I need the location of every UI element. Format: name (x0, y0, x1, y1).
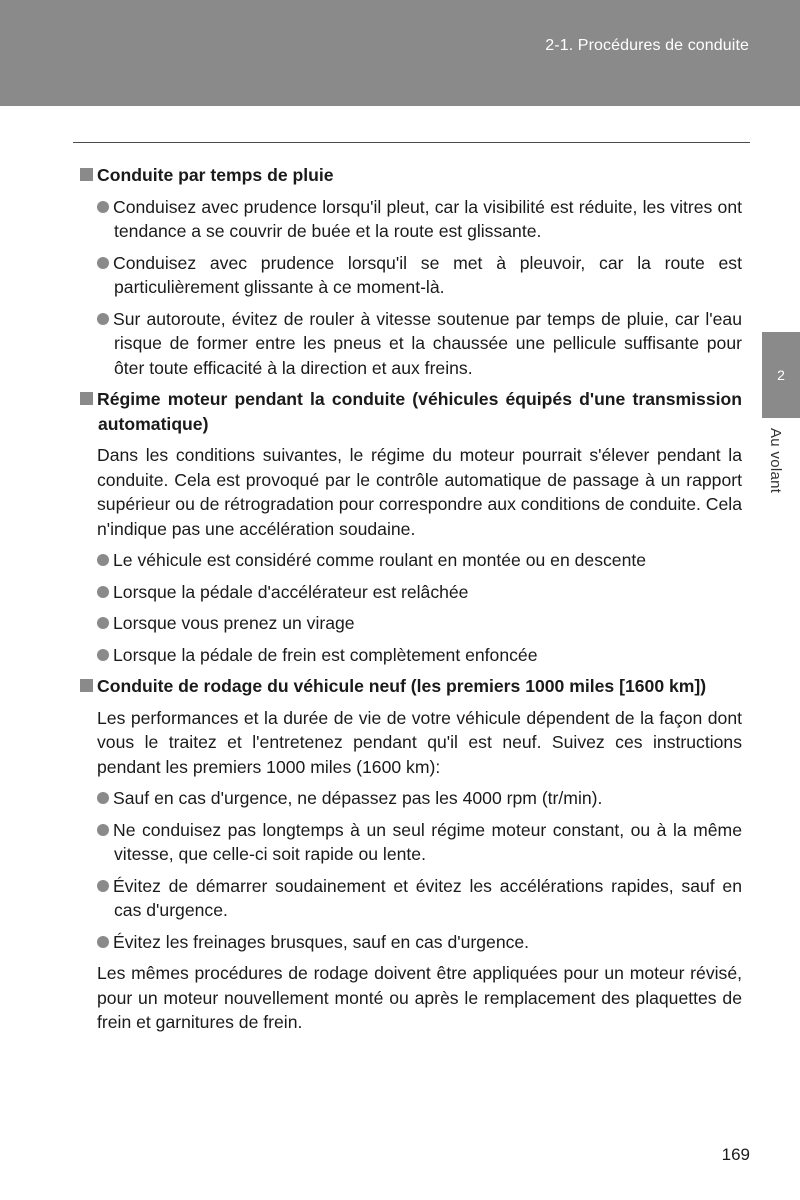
list-item-text: Lorsque la pédale de frein est complètement enfoncée (113, 644, 538, 665)
list-item-text: Sur autoroute, évitez de rouler à vitesse soutenue par temps de pluie, car l'eau risque de former entre les pneus et la chaussée une pellicule suffisante pour ôter toute efficacité à la direction et aux freins. (113, 308, 742, 378)
chapter-tab-number: 2 (777, 367, 785, 383)
list-item (80, 786, 742, 811)
list-item (80, 643, 742, 668)
round-bullet-icon (97, 586, 109, 598)
round-bullet-icon (97, 257, 109, 269)
list-item-text: Évitez de démarrer soudainement et évitez les accélérations rapides, sauf en cas d'urgence. (113, 875, 742, 920)
section-heading-text: Conduite par temps de pluie (97, 165, 334, 185)
section-heading (80, 387, 742, 436)
square-bullet-icon (80, 392, 93, 405)
list-item-text: Le véhicule est considéré comme roulant en montée ou en descente (113, 550, 647, 570)
list-item (80, 611, 742, 636)
section-heading-text: Conduite de rodage du véhicule neuf (les premiers 1000 miles [1600 km]) (97, 676, 707, 696)
section-heading (80, 163, 742, 188)
section-intro: Les performances et la durée de vie de votre véhicule dépendent de la façon dont vous le traitez et l'entretenez pendant qu'il est neuf. Suivez ces instructions pendant les premiers 1000 miles (1600 km): (97, 707, 742, 777)
square-bullet-icon (80, 168, 93, 181)
section-intro: Dans les conditions suivantes, le régime du moteur pourrait s'élever pendant la conduite. Cela est provoqué par le contrôle automatique de passage à un rapport supérieur ou de rétrogradation pour correspondre aux conditions de conduite. Cela n'indique pas une accélération soudaine. (97, 445, 742, 539)
list-item (80, 195, 742, 244)
list-item (80, 874, 742, 923)
header-rule (73, 142, 750, 143)
round-bullet-icon (97, 936, 109, 948)
round-bullet-icon (97, 554, 109, 566)
square-bullet-icon (80, 679, 93, 692)
list-item-text: Conduisez avec prudence lorsqu'il se met à pleuvoir, car la route est particulièrement glissante à ce moment-là. (113, 252, 742, 297)
section-outro: Les mêmes procédures de rodage doivent être appliquées pour un moteur révisé, pour un moteur nouvellement monté ou après le remplacement des plaquettes de frein et garnitures de frein. (97, 963, 742, 1032)
section-heading (80, 674, 742, 699)
list-item-text: Sauf en cas d'urgence, ne dépassez pas les 4000 rpm (tr/min). (113, 788, 603, 808)
round-bullet-icon (97, 880, 109, 892)
chapter-tab (762, 332, 800, 418)
list-item (80, 818, 742, 867)
round-bullet-icon (97, 313, 109, 325)
section-heading-text: Régime moteur pendant la conduite (véhicules équipés d'une transmission automatique) (97, 389, 742, 434)
round-bullet-icon (97, 649, 109, 661)
header-bar (0, 0, 800, 106)
list-item (80, 580, 742, 605)
list-item (80, 548, 742, 573)
list-item (80, 307, 742, 381)
list-item (80, 930, 742, 955)
chapter-title: 2-1. Procédures de conduite (545, 37, 749, 54)
list-item (80, 251, 742, 300)
chapter-tab-label: Au volant (767, 428, 784, 494)
round-bullet-icon (97, 792, 109, 804)
round-bullet-icon (97, 201, 109, 213)
list-item-text: Lorsque vous prenez un virage (113, 613, 355, 633)
list-item-text: Lorsque la pédale d'accélérateur est relâchée (113, 581, 469, 602)
list-item-text: Conduisez avec prudence lorsqu'il pleut, car la visibilité est réduite, les vitres ont tendance a se couvrir de buée et la route est glissante. (113, 196, 742, 241)
page-content (80, 163, 742, 1042)
round-bullet-icon (97, 824, 109, 836)
page-number: 169 (721, 1145, 750, 1164)
round-bullet-icon (97, 617, 109, 629)
list-item-text: Évitez les freinages brusques, sauf en cas d'urgence. (113, 931, 530, 952)
list-item-text: Ne conduisez pas longtemps à un seul régime moteur constant, ou à la même vitesse, que celle-ci soit rapide ou lente. (113, 819, 742, 864)
